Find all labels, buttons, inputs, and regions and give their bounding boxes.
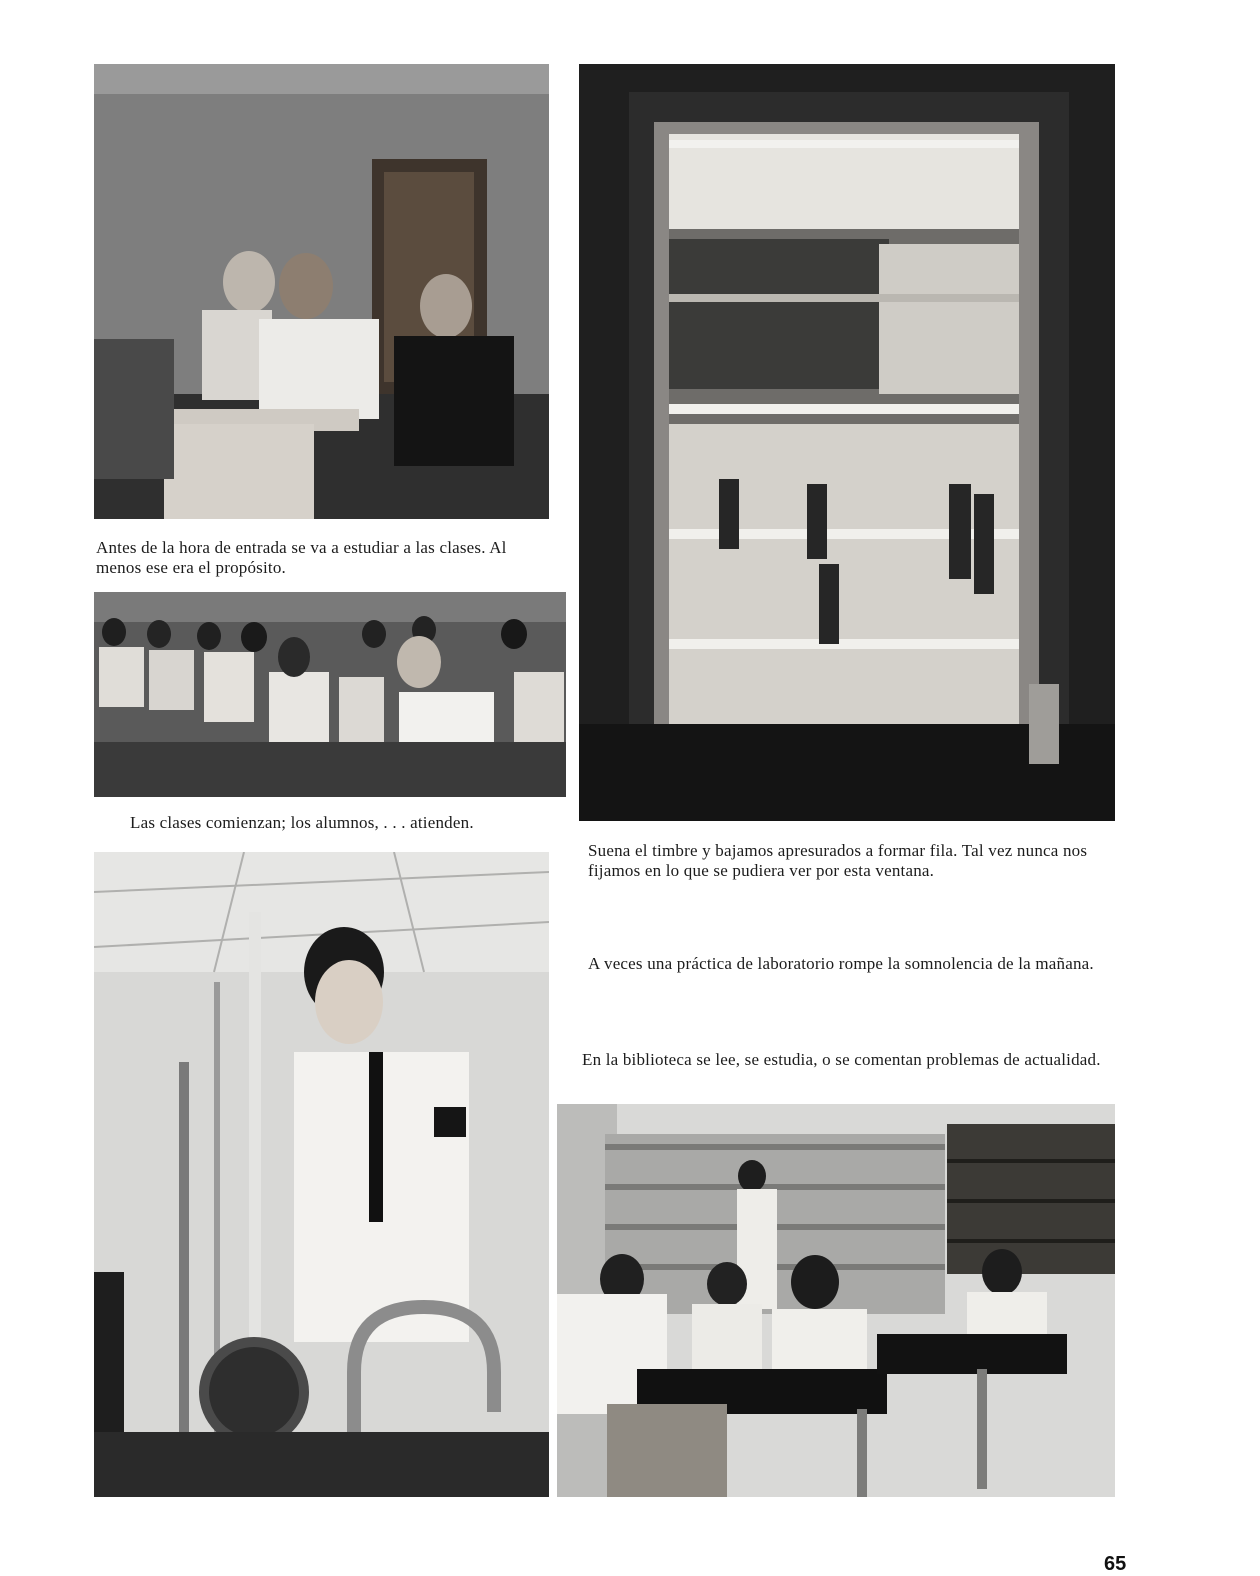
caption-bell: Suena el timbre y bajamos apresurados a formar fila. Tal vez nunca nos fijamos en lo que se pudiera ver por esta ventana. — [588, 841, 1088, 880]
photo-classroom-three-students — [94, 64, 549, 519]
caption-laboratory: A veces una práctica de laboratorio rompe la somnolencia de la mañana. — [588, 954, 1094, 973]
photo-window-view — [579, 64, 1115, 821]
caption-library: En la biblioteca se lee, se estudia, o se comentan problemas de actualidad. — [582, 1050, 1101, 1069]
page-number: 65 — [1104, 1553, 1127, 1575]
photo-laboratory — [94, 852, 549, 1497]
caption-before-class: Antes de la hora de entrada se va a estudiar a las clases. Al menos ese era el propósito. — [96, 538, 507, 577]
photo-library — [557, 1104, 1115, 1497]
caption-classes-begin: Las clases comienzan; los alumnos, . . . atienden. — [130, 813, 474, 832]
photo-classroom-lesson — [94, 592, 566, 797]
